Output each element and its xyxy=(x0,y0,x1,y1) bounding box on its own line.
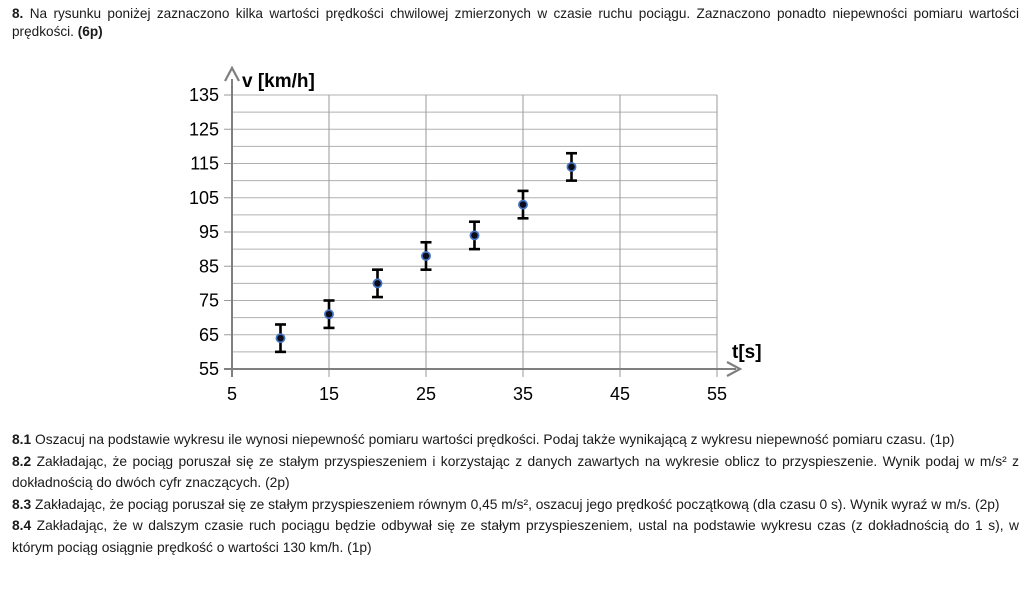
y-tick-label: 65 xyxy=(198,324,219,345)
velocity-time-chart xyxy=(150,55,790,410)
chart-area xyxy=(150,55,790,410)
y-tick-label: 125 xyxy=(188,119,219,140)
subquestion-8-2 xyxy=(12,451,1019,494)
x-tick-label: 15 xyxy=(318,384,340,404)
x-tick-label: 25 xyxy=(415,384,437,404)
problem-text: Na rysunku poniżej zaznaczono kilka wartości prędkości chwilowej zmierzonych w czasie ruchu pociągu. Zaznaczono ponadto niepewności pomiaru wartości prędkości. xyxy=(12,6,1019,39)
subquestion-number: 8.4 xyxy=(12,518,32,533)
y-tick-label: 55 xyxy=(198,359,219,379)
subquestion-text: Zakładając, że pociąg poruszał się ze stałym przyspieszeniem i korzystając z danych zawartych na wykresie oblicz to przyspieszenie. Wynik podaj w m/s² z dokładnością do dwóch cyfr znaczących. (2p) xyxy=(12,453,1019,490)
y-tick-label: 135 xyxy=(188,85,219,105)
subquestions-block xyxy=(12,429,1019,558)
y-tick-label: 115 xyxy=(190,153,219,174)
data-point-marker xyxy=(567,163,575,171)
y-tick-label: 105 xyxy=(188,187,219,208)
subquestion-8-3 xyxy=(12,494,1019,516)
problem-number: 8. xyxy=(12,6,24,21)
subquestion-text: Zakładając, że pociąg poruszał się ze stałym przyspieszeniem równym 0,45 m/s², oszacuj jego prędkość początkową (dla czasu 0 s). Wynik wyraź w m/s. (2p) xyxy=(31,496,1000,512)
x-tick-label: 55 xyxy=(706,384,728,404)
data-point-marker xyxy=(422,252,430,260)
data-point-marker xyxy=(519,201,527,209)
x-tick-label: 45 xyxy=(609,384,631,404)
problem-statement xyxy=(12,5,1019,41)
data-point-marker xyxy=(470,231,478,239)
subquestion-8-1 xyxy=(12,429,1019,451)
x-tick-label: 35 xyxy=(512,384,534,404)
x-tick-label: 5 xyxy=(226,384,238,404)
subquestion-8-4 xyxy=(12,515,1019,558)
y-tick-label: 95 xyxy=(198,222,219,242)
subquestion-text: Oszacuj na podstawie wykresu ile wynosi niepewność pomiaru wartości prędkości. Podaj także wynikającą z wykresu niepewność pomiaru czasu. (1p) xyxy=(31,432,955,447)
problem-points-badge: (6p) xyxy=(77,24,103,39)
y-tick-label: 85 xyxy=(198,256,219,277)
x-axis-title: t[s] xyxy=(732,342,762,363)
y-axis-title: v [km/h] xyxy=(242,71,315,92)
data-point-marker xyxy=(373,279,381,287)
subquestion-number: 8.3 xyxy=(12,496,32,512)
subquestion-text: Zakładając, że w dalszym czasie ruch pociągu będzie odbywał się ze stałym przyspieszeniem, ustal na podstawie wykresu czas (z dokładnością do 1 s), w którym pociąg osiągnie prędkość o wartości 130 km/h. (1p) xyxy=(12,518,1019,555)
y-tick-label: 75 xyxy=(198,290,219,311)
subquestion-number: 8.2 xyxy=(12,453,32,469)
subquestion-number: 8.1 xyxy=(12,432,32,447)
data-point-marker xyxy=(325,310,333,318)
data-point-marker xyxy=(276,334,284,342)
